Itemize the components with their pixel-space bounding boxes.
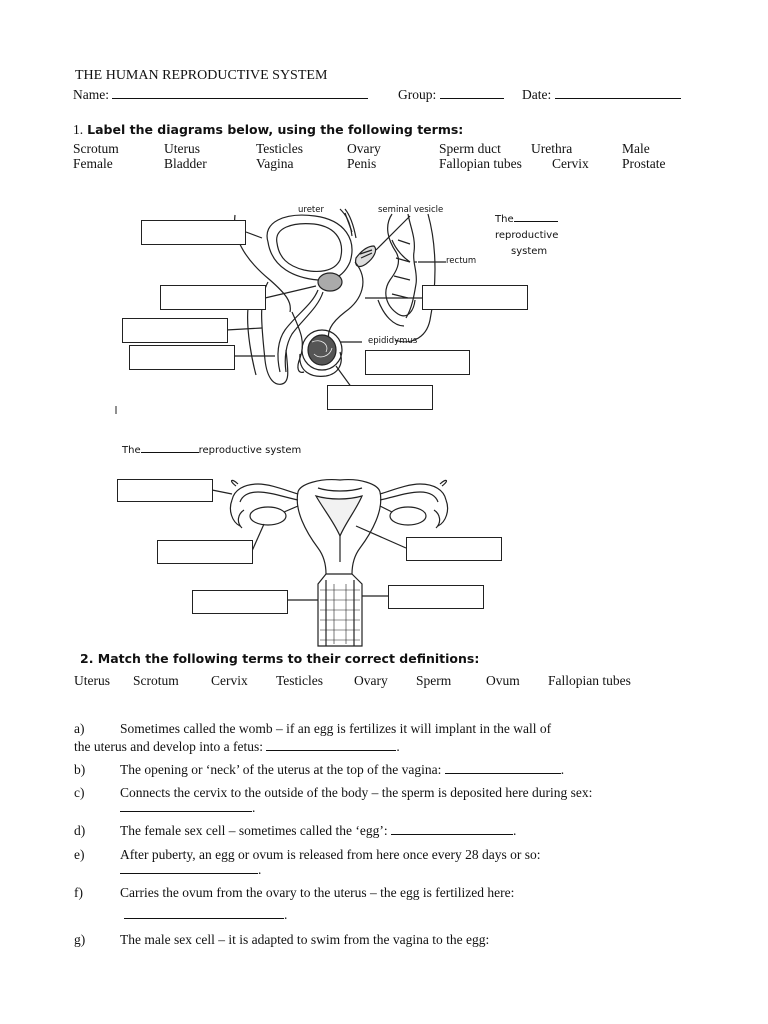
item-f-answer[interactable] xyxy=(124,907,284,919)
item-b-answer[interactable] xyxy=(445,762,561,774)
q2-term-cervix: Cervix xyxy=(211,673,248,688)
term-uterus: Uterus xyxy=(164,141,200,156)
male-caption-line3: system xyxy=(511,246,548,257)
item-c-letter: c) xyxy=(74,785,85,800)
female-label-box-4[interactable] xyxy=(192,590,288,614)
item-d-text: The female sex cell – sometimes called the ‘egg’: xyxy=(120,823,388,838)
group-label: Group: xyxy=(398,87,437,102)
term-scrotum: Scrotum xyxy=(73,141,119,156)
item-a-text: Sometimes called the womb – if an egg is fertilizes it will implant in the wall of xyxy=(120,721,552,736)
term-bladder: Bladder xyxy=(164,156,207,171)
q2-term-ovary: Ovary xyxy=(354,673,388,688)
q2-term-ovum: Ovum xyxy=(486,673,520,688)
item-e-answer-row: . xyxy=(120,862,261,878)
label-epididymus: epididymus xyxy=(368,336,418,346)
item-a-cont: the uterus and develop into a fetus: . xyxy=(74,739,400,754)
item-d-letter: d) xyxy=(74,823,86,838)
female-caption-prefix: The xyxy=(122,445,141,456)
item-f-text: Carries the ovum from the ovary to the uterus – the egg is fertilized here: xyxy=(120,885,515,900)
item-g-text: The male sex cell – it is adapted to swim from the vagina to the egg: xyxy=(120,932,490,947)
item-c-answer[interactable] xyxy=(120,800,252,812)
item-e-text: After puberty, an egg or ovum is released from here once every 28 days or so: xyxy=(120,847,541,862)
item-g-letter: g) xyxy=(74,932,86,947)
item-f-answer-row: . xyxy=(124,907,287,923)
term-male: Male xyxy=(622,141,650,156)
term-testicles: Testicles xyxy=(256,141,304,156)
female-caption-suffix: reproductive system xyxy=(198,445,302,456)
term-urethra: Urethra xyxy=(531,141,573,156)
name-label: Name: xyxy=(73,87,109,102)
term-cervix: Cervix xyxy=(552,156,589,171)
male-caption-line2: reproductive xyxy=(495,230,559,241)
term-sperm-duct: Sperm duct xyxy=(439,141,501,156)
q2-term-sperm: Sperm xyxy=(416,673,452,688)
q1-text: Label the diagrams below, using the following terms: xyxy=(87,122,464,137)
q2-term-testicles: Testicles xyxy=(276,673,324,688)
q2-term-uterus: Uterus xyxy=(74,673,110,688)
label-seminal-vesicle: seminal vesicle xyxy=(378,205,444,215)
item-d-row: The female sex cell – sometimes called the ‘egg’: . xyxy=(120,823,517,838)
date-label: Date: xyxy=(522,87,552,102)
item-a-answer[interactable] xyxy=(266,739,396,751)
female-label-box-5[interactable] xyxy=(388,585,484,609)
female-label-box-2[interactable] xyxy=(157,540,253,564)
male-caption-prefix: The xyxy=(495,214,514,225)
q2-heading: 2. Match the following terms to their correct definitions: xyxy=(80,651,480,666)
term-ovary: Ovary xyxy=(347,141,381,156)
female-label-box-1[interactable] xyxy=(117,479,213,502)
item-e-answer[interactable] xyxy=(120,862,258,874)
item-b-text: The opening or ‘neck’ of the uterus at the top of the vagina: xyxy=(120,762,442,777)
label-ureter: ureter xyxy=(298,205,324,215)
item-a-cont-text: the uterus and develop into a fetus: xyxy=(74,739,263,754)
item-b-row: The opening or ‘neck’ of the uterus at the top of the vagina: . xyxy=(120,762,565,777)
q2-term-fallopian-tubes: Fallopian tubes xyxy=(548,673,631,688)
term-prostate: Prostate xyxy=(622,156,666,171)
q1-number: 1. xyxy=(73,122,84,137)
item-e-letter: e) xyxy=(74,847,85,862)
q2-term-scrotum: Scrotum xyxy=(133,673,179,688)
item-c-text: Connects the cervix to the outside of the body – the sperm is deposited here during sex: xyxy=(120,785,593,800)
term-fallopian-tubes: Fallopian tubes xyxy=(439,156,522,171)
worksheet-title: THE HUMAN REPRODUCTIVE SYSTEM xyxy=(75,68,328,83)
term-vagina: Vagina xyxy=(256,156,294,171)
item-d-answer[interactable] xyxy=(391,823,513,835)
item-b-letter: b) xyxy=(74,762,86,777)
term-female: Female xyxy=(73,156,113,171)
item-c-answer-row: . xyxy=(120,800,255,816)
term-penis: Penis xyxy=(347,156,377,171)
item-a-letter: a) xyxy=(74,721,85,736)
female-label-box-3[interactable] xyxy=(406,537,502,561)
label-rectum: rectum xyxy=(446,256,477,266)
item-f-letter: f) xyxy=(74,885,83,900)
